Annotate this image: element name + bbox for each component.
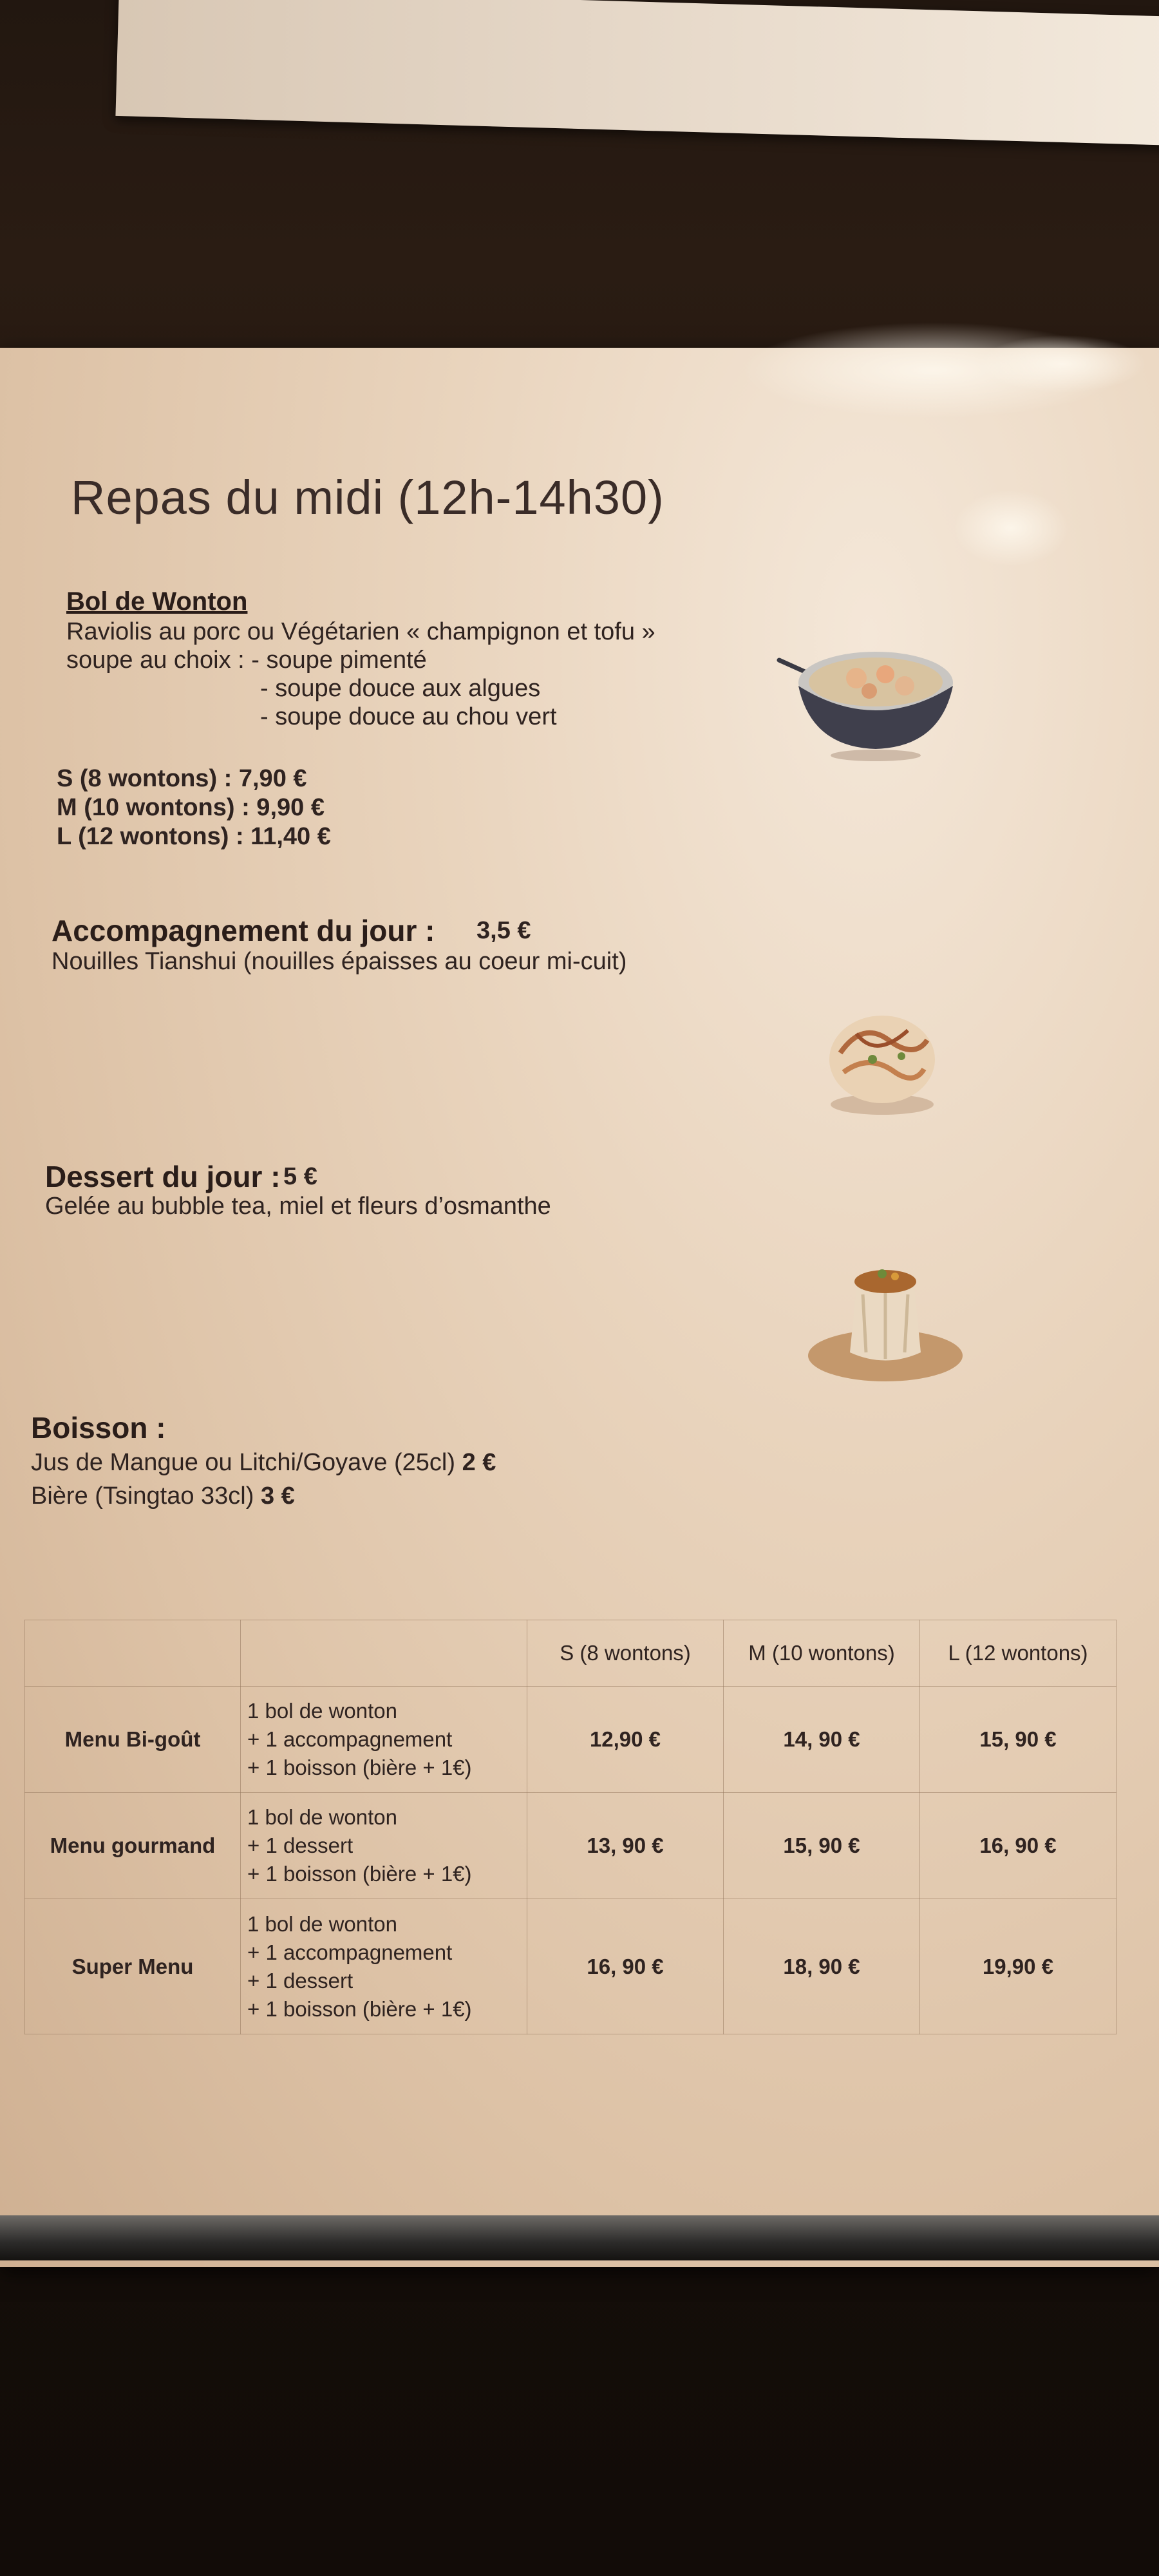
menu-items [241,1793,527,1899]
table-header-cell: L (12 wontons) [920,1620,1117,1687]
menu-price: 19,90 € [920,1899,1117,2034]
menu-price: 16, 90 € [527,1899,724,2034]
side-heading: Accompagnement du jour : [52,914,435,947]
menu-price-table [24,1620,1117,2034]
menu-item-line: + 1 accompagnement [247,1727,453,1751]
drink-line [31,1482,295,1510]
dessert-desc: Gelée au bubble tea, miel et fleurs d’osmanthe [45,1193,551,1220]
menu-price: 14, 90 € [724,1687,920,1793]
wonton-size-price: L (12 wontons) : 11,40 € [57,823,331,850]
side-price: 3,5 € [476,917,531,944]
menu-item-line: 1 bol de wonton [247,1805,398,1829]
table-row [25,1899,1117,2034]
wonton-heading: Bol de Wonton [66,587,248,616]
drink-price: 2 € [462,1449,496,1476]
drink-name: Bière (Tsingtao 33cl) [31,1482,254,1510]
wonton-desc-line: Raviolis au porc ou Végétarien « champignon et tofu » [66,618,655,645]
wonton-size-price: M (10 wontons) : 9,90 € [57,794,325,821]
menu-price: 18, 90 € [724,1899,920,2034]
table-header-cell: S (8 wontons) [527,1620,724,1687]
drinks-heading: Boisson : [31,1411,166,1444]
noodles-icon [811,995,953,1124]
menu-price: 15, 90 € [724,1793,920,1899]
menu-name: Super Menu [25,1899,241,2034]
wonton-desc-line: - soupe douce au chou vert [260,703,557,730]
menu-name: Menu Bi-goût [25,1687,241,1793]
menu-item-line: + 1 dessert [247,1968,353,1993]
menu-price: 16, 90 € [920,1793,1117,1899]
table-header-cell: M (10 wontons) [724,1620,920,1687]
dessert-price: 5 € [283,1163,317,1190]
drink-line [31,1449,496,1477]
jelly-dessert-icon [802,1249,969,1404]
menu-items [241,1687,527,1793]
menu-item-line: 1 bol de wonton [247,1699,398,1723]
menu-item-line: + 1 boisson (bière + 1€) [247,1862,472,1886]
page-title: Repas du midi (12h-14h30) [71,471,664,524]
menu-price: 13, 90 € [527,1793,724,1899]
menu-item-line: + 1 boisson (bière + 1€) [247,1756,472,1779]
menu-name: Menu gourmand [25,1793,241,1899]
drink-name: Jus de Mangue ou Litchi/Goyave (25cl) [31,1449,456,1476]
menu-price: 12,90 € [527,1687,724,1793]
plastic-sleeve-edge [0,2215,1159,2260]
wonton-desc-line: - soupe douce aux algues [260,675,541,702]
wonton-bowl-icon [773,634,966,763]
plastic-glare [979,335,1146,393]
dessert-heading: Dessert du jour : [45,1160,281,1193]
table-row [25,1793,1117,1899]
table-header-cell [241,1620,527,1687]
menu-price: 15, 90 € [920,1687,1117,1793]
menu-item-line: + 1 boisson (bière + 1€) [247,1996,472,2021]
table-row [25,1687,1117,1793]
wonton-size-price: S (8 wontons) : 7,90 € [57,765,307,792]
menu-items [241,1899,527,2034]
drink-price: 3 € [260,1482,295,1510]
plastic-glare [953,489,1069,567]
wonton-desc-line: soupe au choix : - soupe pimenté [66,647,427,674]
table-header-cell [25,1620,241,1687]
menu-item-line: + 1 accompagnement [247,1940,453,1964]
menu-item-line: + 1 dessert [247,1833,353,1857]
menu-item-line: 1 bol de wonton [247,1911,398,1936]
side-desc: Nouilles Tianshui (nouilles épaisses au coeur mi-cuit) [52,948,627,975]
table-header-row [25,1620,1117,1687]
